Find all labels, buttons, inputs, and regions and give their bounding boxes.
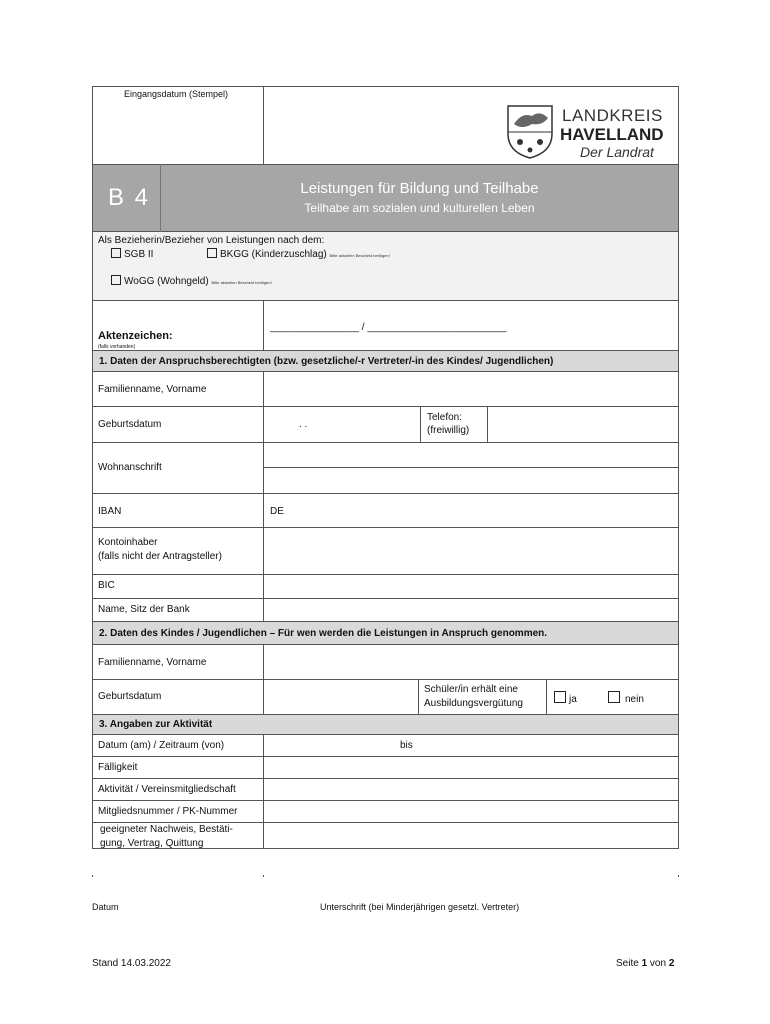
s3-date-field[interactable] xyxy=(264,736,678,755)
file-ref-label: Aktenzeichen: xyxy=(98,330,173,342)
yes-checkbox[interactable] xyxy=(554,691,566,703)
phone-divider xyxy=(420,406,421,442)
s3-proof-label1: geeigneter Nachweis, Bestäti- xyxy=(100,824,233,835)
s1-phone-label: Telefon: xyxy=(427,412,463,423)
row-line xyxy=(92,493,679,494)
s2-pupil-label1: Schüler/in erhält eine xyxy=(424,684,518,695)
date-signature-line[interactable] xyxy=(92,875,264,877)
s1-birth-field[interactable]: . . xyxy=(299,419,308,430)
coat-of-arms-icon xyxy=(504,104,556,160)
signature-date-label: Datum xyxy=(92,902,119,912)
footer-page: Seite 1 von 2 xyxy=(616,958,675,969)
s3-proof-label2: gung, Vertrag, Quittung xyxy=(100,838,204,849)
s2-birth-field[interactable] xyxy=(264,680,417,714)
benefits-intro: Als Bezieherin/Bezieher von Leistungen nach dem: xyxy=(98,235,325,246)
section3-header: 3. Angaben zur Aktivität xyxy=(92,715,679,735)
option-wogg[interactable]: WoGG (Wohngeld) Bitte aktuellen Bescheid beifügen! xyxy=(111,275,272,287)
sgb-checkbox[interactable] xyxy=(111,248,121,258)
s3-member-field[interactable] xyxy=(264,801,678,821)
s1-iban-label: IBAN xyxy=(98,506,122,517)
s2-yes-option[interactable]: ja xyxy=(554,691,577,705)
banner-divider xyxy=(160,164,161,232)
file-ref-input[interactable]: ________________ / _________________________ xyxy=(270,322,507,333)
option-bkgg[interactable]: BKGG (Kinderzuschlag) Bitte aktuellen Bescheid beifügen! xyxy=(207,248,390,260)
s1-phone-field[interactable] xyxy=(488,407,678,441)
s1-holder-label1: Kontoinhaber xyxy=(98,537,158,548)
wogg-note: Bitte aktuellen Bescheid beifügen! xyxy=(211,280,272,285)
s1-holder-label2: (falls nicht der Antragsteller) xyxy=(98,551,222,562)
s3-member-label: Mitgliedsnummer / PK-Nummer xyxy=(98,806,238,817)
s1-birth-label: Geburtsdatum xyxy=(98,419,162,430)
signature-line[interactable] xyxy=(264,875,679,877)
form-title: Leistungen für Bildung und Teilhabe xyxy=(300,180,539,197)
s3-date-label: Datum (am) / Zeitraum (von) xyxy=(98,740,225,751)
pupil-divider xyxy=(418,679,419,715)
banner xyxy=(92,164,679,232)
form-code: B 4 xyxy=(108,184,151,211)
s2-name-field[interactable] xyxy=(264,646,678,678)
s1-bank-label: Name, Sitz der Bank xyxy=(98,604,190,615)
s1-address-label: Wohnanschrift xyxy=(98,462,162,473)
file-ref-divider xyxy=(263,301,264,351)
stamp-label: Eingangsdatum (Stempel) xyxy=(124,89,229,99)
s1-bic-field[interactable] xyxy=(264,575,678,597)
s3-activity-label: Aktivität / Vereinsmitgliedschaft xyxy=(98,784,236,795)
s2-no-option[interactable]: nein xyxy=(608,691,644,705)
s3-due-label: Fälligkeit xyxy=(98,762,138,773)
s2-birth-label: Geburtsdatum xyxy=(98,691,162,702)
s1-address-field[interactable] xyxy=(264,443,678,492)
s3-activity-field[interactable] xyxy=(264,779,678,799)
file-ref-note: (falls vorhanden) xyxy=(98,344,136,350)
s1-iban-field[interactable]: DE xyxy=(270,506,284,517)
option-sgb[interactable]: SGB II xyxy=(111,248,153,260)
s1-name-field[interactable] xyxy=(264,373,678,405)
s3-proof-field[interactable] xyxy=(264,823,678,848)
s3-until-label: bis xyxy=(400,740,413,751)
signature-sign-label: Unterschrift (bei Minderjährigen gesetzl. Vertreter) xyxy=(320,902,520,912)
section2-header: 2. Daten des Kindes / Jugendlichen – Für wen werden die Leistungen in Anspruch genommen. xyxy=(92,622,679,645)
logo-landkreis: LANDKREIS xyxy=(562,106,663,125)
form-subtitle: Teilhabe am sozialen und kulturellen Leben xyxy=(304,201,535,215)
footer-version: Stand 14.03.2022 xyxy=(92,958,171,969)
s3-due-field[interactable] xyxy=(264,757,678,777)
s1-holder-field[interactable] xyxy=(264,528,678,573)
pupil-divider xyxy=(546,679,547,715)
s2-name-label: Familienname, Vorname xyxy=(98,657,207,668)
wogg-checkbox[interactable] xyxy=(111,275,121,285)
logo-havelland: HAVELLAND xyxy=(560,125,664,144)
header-divider xyxy=(263,86,264,164)
bkgg-checkbox[interactable] xyxy=(207,248,217,258)
s1-bank-field[interactable] xyxy=(264,599,678,621)
s1-name-label: Familienname, Vorname xyxy=(98,384,207,395)
logo-landrat: Der Landrat xyxy=(580,144,654,160)
s2-pupil-label2: Ausbildungsvergütung xyxy=(424,698,523,709)
s1-bic-label: BIC xyxy=(98,580,115,591)
s1-phone-note: (freiwillig) xyxy=(427,425,470,436)
no-checkbox[interactable] xyxy=(608,691,620,703)
bkgg-note: Bitte aktuellen Bescheid beifügen! xyxy=(329,253,390,258)
section1-header: 1. Daten der Anspruchsberechtigten (bzw. gesetzliche/-r Vertreter/-in des Kindes/ Jugendlichen) xyxy=(92,351,679,372)
